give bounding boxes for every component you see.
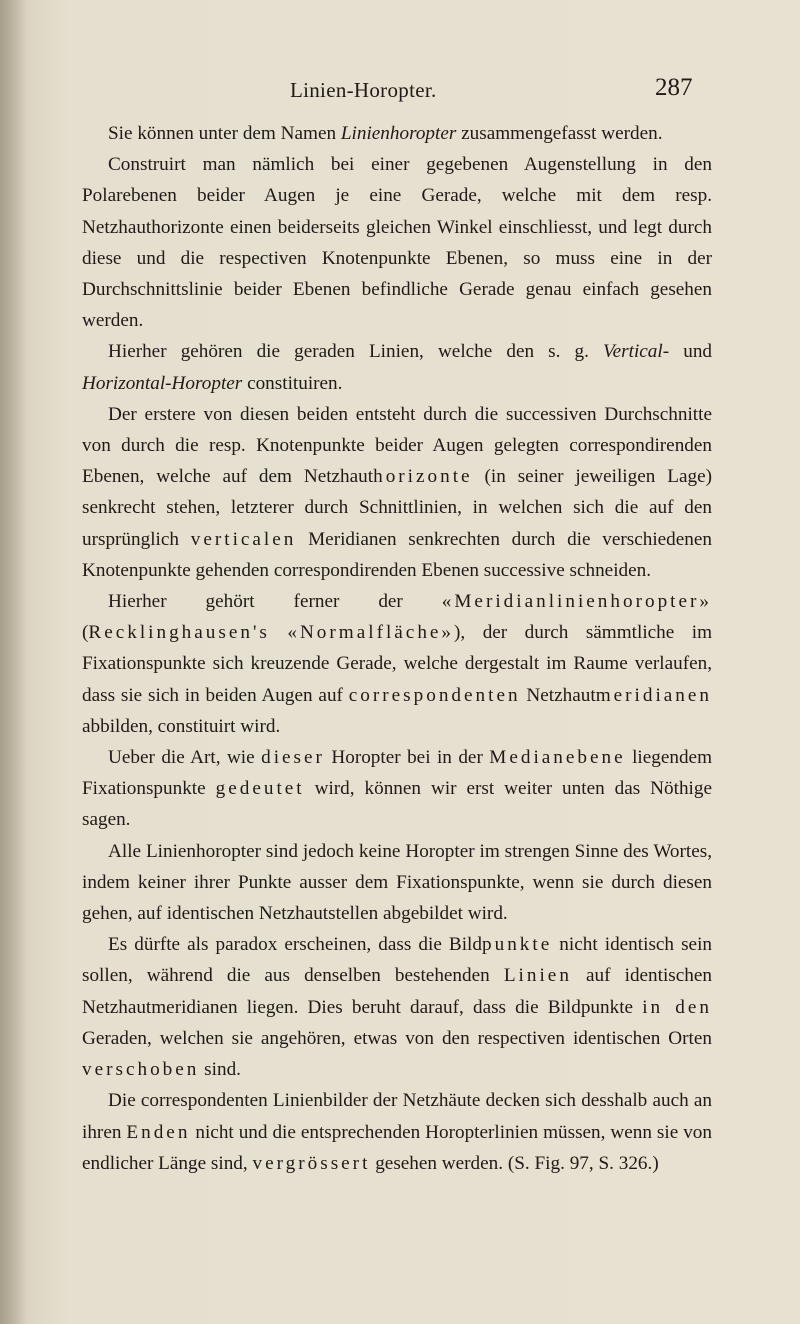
paragraph [82, 929, 712, 1085]
text-run: zusammengefasst werden. [456, 123, 663, 144]
spaced-emphasis: Enden [126, 1121, 191, 1143]
page-number: 287 [655, 74, 693, 101]
text-run: auf identischen Netzhautmeridianen liegen. Dies beruht darauf, dass die Bildpunkte [82, 965, 712, 1018]
spaced-emphasis: gedeutet [215, 778, 305, 800]
page-header [0, 74, 800, 108]
text-run: und [669, 341, 713, 363]
spaced-emphasis: in den [642, 996, 712, 1018]
spaced-emphasis: horizonte [373, 466, 473, 488]
spaced-emphasis: «Meridianlinienhoropter» [441, 591, 712, 613]
text-run: Ueber die Art, wie [108, 747, 262, 769]
text-run: nicht und die entsprechenden Horopterlinien müssen, wenn sie von endlicher Länge sind, [82, 1121, 712, 1174]
text-run: liegendem Fixationspunkte [82, 747, 712, 800]
text-run: Es dürfte als paradox erscheinen, dass die Bild [108, 934, 482, 956]
text-run: Hierher gehören die geraden Linien, welche den s. g. [108, 341, 604, 363]
paragraph [82, 836, 712, 930]
text-run: ( [82, 622, 89, 644]
spaced-emphasis: «Normalfläche» [287, 622, 455, 644]
spaced-emphasis: vergrössert [252, 1152, 371, 1174]
text-run [270, 622, 287, 643]
paragraph [82, 399, 712, 586]
spaced-emphasis: Linien [503, 965, 572, 987]
text-run: Die correspondenten Linienbilder der Netzhäute decken sich desshalb auch an ihren [82, 1090, 712, 1143]
text-run: Hierher gehört ferner der [108, 591, 442, 613]
text-run: (in seiner jeweiligen Lage) senkrecht stehen, letzterer durch Schnittlinien, in welchen sich die auf den ursprünglich [82, 466, 712, 550]
spaced-emphasis: dieser [261, 747, 325, 769]
text-run: Alle Linienhoropter sind jedoch keine Horopter im strengen Sinne des Wortes, indem keiner ihrer Punkte ausser dem Fixationspunkte, wenn sie durch diesen gehen, auf identischen Netzhautstellen abgebildet wird. [82, 840, 712, 925]
text-run: abbilden, constituirt wird. [82, 715, 281, 737]
spaced-emphasis: Recklinghausen's [88, 622, 270, 644]
text-run: Netzhaut [520, 684, 596, 706]
paragraph [82, 1085, 712, 1179]
text-run: sind. [199, 1059, 241, 1081]
paragraph [82, 742, 712, 836]
text-run: Sie können unter dem Namen [108, 123, 341, 144]
body-text [82, 118, 712, 1179]
italic-term: Horizontal-Horopter [82, 372, 243, 394]
spaced-emphasis: verticalen [190, 528, 297, 550]
text-run: Meridianen senkrechten durch die verschiedenen Knotenpunkte gehenden correspondirenden Ebenen successive schneiden. [82, 528, 712, 581]
spaced-emphasis: correspondenten [348, 684, 521, 706]
paragraph [82, 118, 712, 149]
paragraph [82, 586, 712, 742]
text-run: Der erstere von diesen beiden entsteht durch die successiven Durchschnitte von durch die resp. Knotenpunkte beider Augen gelegten correspondirenden Ebenen, welche auf dem Netzhaut [82, 403, 712, 488]
text-run: Horopter bei in der [324, 747, 490, 769]
text-run: ), der durch sämmtliche im Fixationspunkte sich kreuzende Gerade, welche dergestalt im Raume verlaufen, dass sie sich in beiden Augen auf [82, 622, 712, 706]
paragraph [82, 149, 712, 336]
paragraph [82, 336, 712, 398]
text-run: constituiren. [242, 372, 343, 394]
text-run: Geraden, welchen sie angehören, etwas von den respectiven identischen Orten [82, 1027, 712, 1049]
spaced-emphasis: verschoben [82, 1059, 200, 1081]
italic-term: Vertical- [603, 341, 670, 363]
text-run: Construirt man nämlich bei einer gegebenen Augenstellung in den Polarebenen beider Augen je eine Gerade, welche mit dem resp. Netzhauthorizonte einen beiderseits gleichen Winkel einschliesst, und legt durch diese und die respectiven Knotenpunkte Ebenen, so muss eine in der Durchschnittslinie beider Ebenen befindliche Gerade genau einfach gesehen werden. [82, 154, 712, 332]
text-run: wird, können wir erst weiter unten das Nöthige sagen. [82, 778, 713, 831]
spaced-emphasis: meridianen [595, 684, 712, 706]
spaced-emphasis: punkte [482, 934, 553, 956]
text-run: nicht identisch sein sollen, während die aus denselben bestehenden [82, 934, 712, 987]
running-head: Linien-Horopter. [290, 78, 437, 102]
text-run: gesehen werden. (S. Fig. 97, S. 326.) [370, 1152, 659, 1174]
spaced-emphasis: Medianebene [489, 747, 626, 769]
italic-term: Linienhoropter [340, 123, 457, 144]
gutter-shadow [0, 0, 26, 1324]
